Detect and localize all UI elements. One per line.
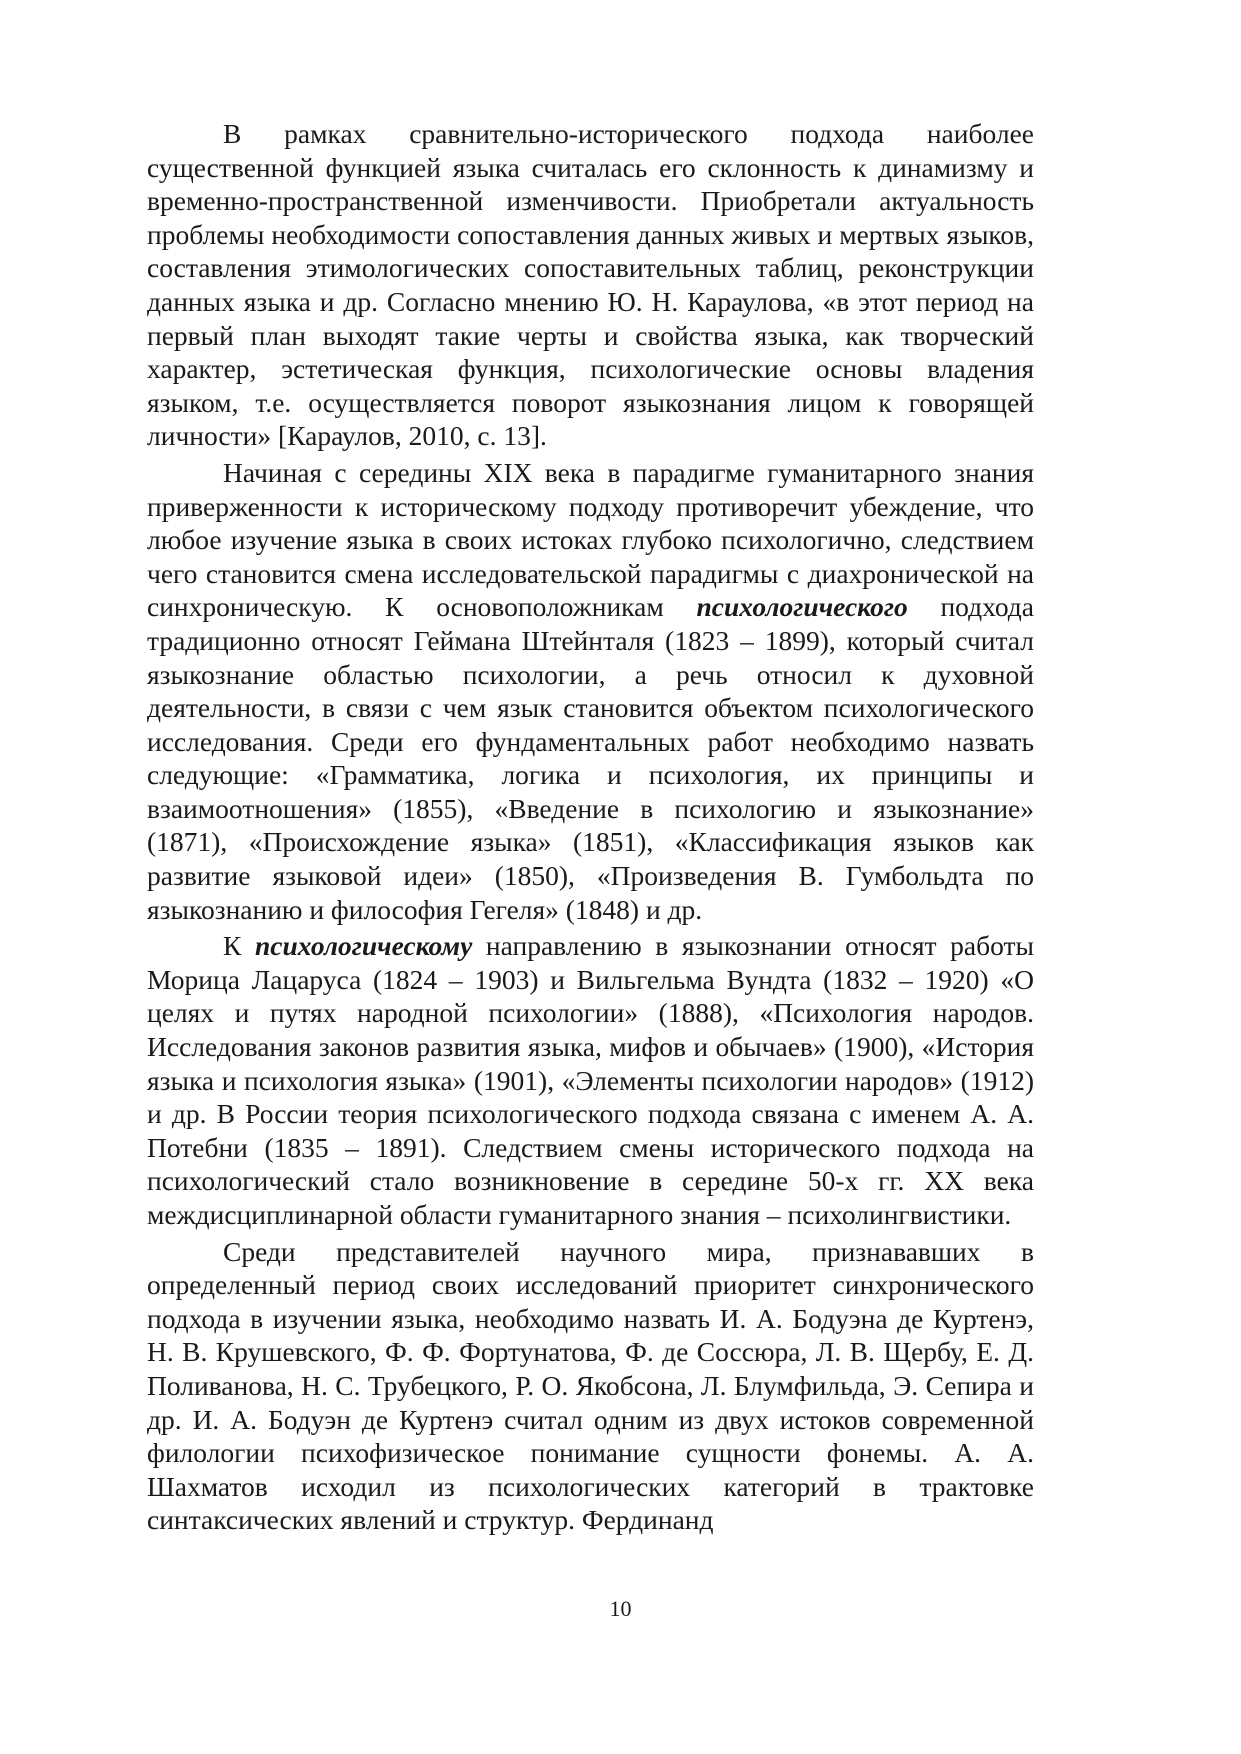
emphasized-term: психологическому (254, 930, 473, 962)
paragraph-text: В рамках сравнительно-исторического подхода наиболее существенной функцией языка считалась его склонность к динамизму и временно-пространственной изменчивости. Приобретали актуальность проблемы необходимости сопоставления данных живых и мертвых языков, составления этимологических сопоставительных таблиц, реконструкции данных языка и др. Согласно мнению Ю. Н. Караулова, «в этот период на первый план выходят такие черты и свойства языка, как творческий характер, эстетическая функция, психологические основы владения языком, т.е. осуществляется поворот языкознания лицом к говорящей личности» [Караулов, 2010, с. 13]. (147, 118, 1034, 452)
paragraph-text: Среди представителей научного мира, признававших в определенный период своих исследований приоритет синхронического подхода в изучении языка, необходимо назвать И. А. Бодуэна де Куртенэ, Н. В. Крушевского, Ф. Ф. Фортунатова, Ф. де Соссюра, Л. В. Щербу, Е. Д. Поливанова, Н. С. Трубецкого, Р. О. Якобсона, Л. Блумфильда, Э. Сепира и др. И. А. Бодуэн де Куртенэ считал одним из двух истоков современной филологии психофизическое понимание сущности фонемы. А. А. Шахматов исходил из психологических категорий в трактовке синтаксических явлений и структур. Фердинанд (147, 1235, 1034, 1536)
paragraph-synchronic-approach (147, 1235, 1034, 1537)
emphasized-term: психологического (696, 591, 908, 623)
paragraph-psychological-lazarus-wundt (147, 929, 1034, 1231)
document-body (147, 117, 1034, 1537)
paragraph-text-after: подхода традиционно относят Геймана Штейнталя (1823 – 1899), который считал языкознание областью психологии, а речь относил к духовной деятельности, в связи с чем язык становится объектом психологического исследования. Среди его фундаментальных работ необходимо назвать следующие: «Грамматика, логика и психология, их принципы и взаимоотношения» (1855), «Введение в психологию и языкознание» (1871), «Происхождение языка» (1851), «Классификация языков как развитие языковой идеи» (1850), «Произведения В. Гумбольдта по языкознанию и философия Гегеля» (1848) и др. (147, 591, 1034, 925)
paragraph-text-before: Начиная с середины XIX века в парадигме гуманитарного знания приверженности к историческому подходу противоречит убеждение, что любое изучение языка в своих истоках глубоко психологично, следствием чего становится смена исследовательской парадигмы с диахронической на синхроническую. К основоположникам (147, 456, 1034, 623)
paragraph-comparative-historical (147, 117, 1034, 453)
page-number: 10 (609, 1596, 632, 1621)
paragraph-text-before: К (223, 930, 255, 962)
paragraph-psychological-steinthal (147, 456, 1034, 926)
paragraph-text-after: направлению в языкознании относят работы Морица Лацаруса (1824 – 1903) и Вильгельма Вундта (1832 – 1920) «О целях и путях народной психологии» (1888), «Психология народов. Исследования законов развития языка, мифов и обычаев» (1900), «История языка и психология языка» (1901), «Элементы психологии народов» (1912) и др. В России теория психологического подхода связана с именем А. А. Потебни (1835 – 1891). Следствием смены исторического подхода на психологический стало возникновение в середине 50-х гг. XX века междисциплинарной области гуманитарного знания – психолингвистики. (147, 930, 1034, 1230)
